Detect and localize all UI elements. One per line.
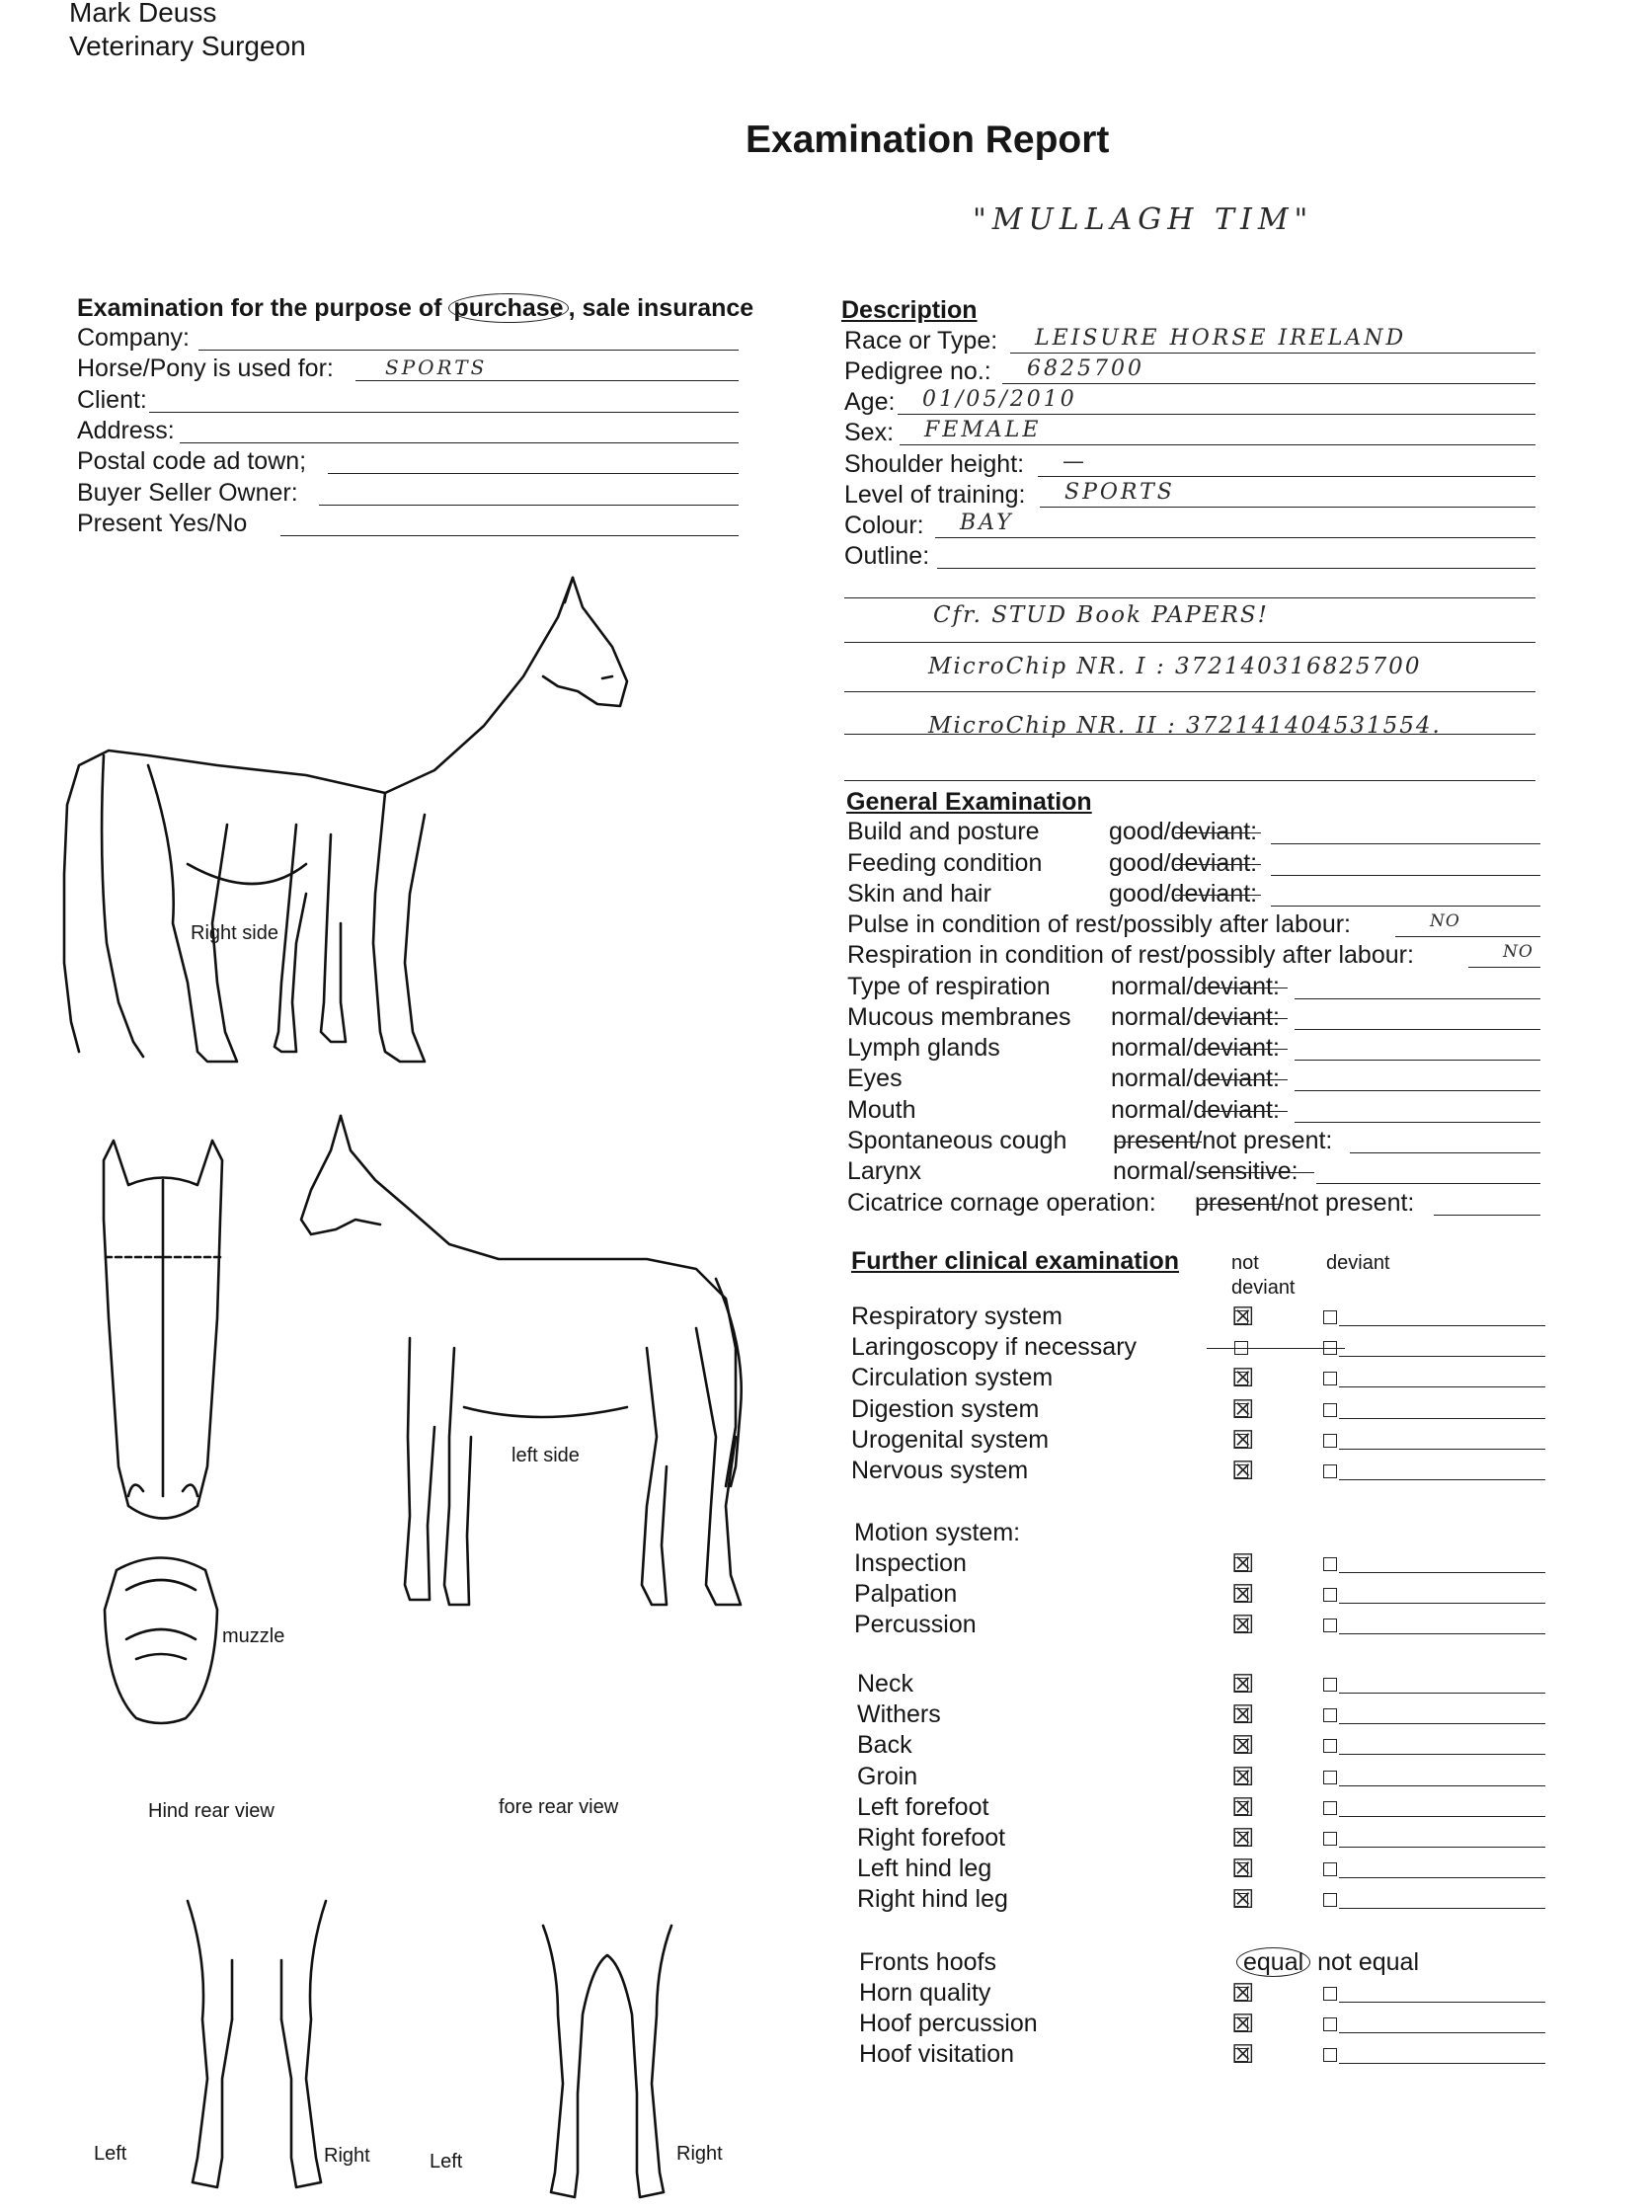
deviant-checkbox[interactable] [1323,1678,1337,1692]
deviant-checkbox[interactable] [1323,1434,1337,1448]
further-row-label: Nervous system [851,1457,1029,1484]
deviant-line[interactable] [1339,1908,1545,1909]
further-row-label: Right forefoot [857,1824,1006,1852]
general-row-label: Build and posture [847,818,1040,845]
deviant-line[interactable] [1339,1356,1545,1357]
description-field-label: Race or Type: [844,327,998,355]
description-field-label: Shoulder height: [844,450,1025,478]
further-heading: Further clinical examination [851,1247,1180,1275]
deviant-line[interactable] [1339,1325,1545,1326]
further-row-label: Hoof visitation [859,2040,1015,2069]
general-row-line[interactable] [1295,1090,1540,1091]
description-field-line[interactable] [898,414,1535,415]
strike-mark [1175,895,1262,896]
deviant-checkbox[interactable] [1323,1771,1337,1784]
further-row-label: Circulation system [851,1364,1054,1392]
notes-line[interactable] [844,597,1535,598]
muzzle-drawing [97,1550,225,1728]
deviant-line[interactable] [1339,1449,1545,1450]
notes-line[interactable] [844,691,1535,692]
check-mark: ☒ [1231,2010,1255,2040]
further-row-label: Left hind leg [857,1855,992,1883]
description-field-label: Level of training: [844,481,1026,509]
general-row-options: normal/deviant: [1111,973,1280,1000]
general-row-value: NO [1430,911,1460,931]
col-not-deviant-2: deviant [1231,1277,1296,1299]
label-left-side: left side [511,1445,580,1466]
general-row-label: Larynx [847,1157,922,1185]
general-row-value: NO [1503,942,1534,962]
strike-mark [1202,1111,1289,1112]
description-field-line[interactable] [935,537,1535,538]
label-muzzle: muzzle [222,1625,285,1647]
general-row-line[interactable] [1295,1060,1540,1061]
deviant-checkbox[interactable] [1323,1619,1337,1632]
deviant-line[interactable] [1339,2032,1545,2033]
deviant-line[interactable] [1339,2063,1545,2064]
general-row-label: Lymph glands [847,1034,1000,1062]
general-row-label: Feeding condition [847,849,1043,877]
label-fore-rear-view: fore rear view [499,1796,619,1818]
further-row-label: Back [857,1731,912,1760]
notes-line[interactable] [844,642,1535,643]
check-mark: ☒ [1231,1580,1255,1611]
deviant-line[interactable] [1339,1418,1545,1419]
hind-legs-drawing [178,1901,336,2197]
general-row-line[interactable] [1316,1183,1540,1184]
deviant-checkbox[interactable] [1323,1464,1337,1478]
fronts-hoofs-label: Fronts hoofs [859,1948,996,1976]
left-field-line[interactable] [355,380,739,381]
deviant-checkbox[interactable] [1323,1862,1337,1876]
description-field-label: Pedigree no.: [844,357,991,385]
check-mark: ☒ [1231,1611,1255,1641]
general-row-options: good/deviant: [1109,880,1258,908]
deviant-checkbox[interactable] [1323,1893,1337,1907]
further-row-label: Hoof percussion [859,2010,1038,2038]
further-row-label: Urogenital system [851,1425,1050,1454]
deviant-line[interactable] [1339,1633,1545,1634]
strike-mark [1197,1204,1284,1205]
general-row-line[interactable] [1271,906,1540,907]
general-row-line[interactable] [1295,1029,1540,1030]
check-mark: ☒ [1231,1364,1255,1394]
deviant-line[interactable] [1339,1479,1545,1480]
motion-heading: Motion system: [854,1519,1021,1546]
deviant-checkbox[interactable] [1323,1801,1337,1815]
description-field-value: FEMALE [924,418,1042,442]
further-row-label: Horn quality [859,1979,991,2007]
description-field-line[interactable] [1010,353,1535,354]
strike-mark [1207,1348,1345,1349]
further-row-label: Inspection [854,1549,967,1577]
check-mark: ☒ [1231,1855,1255,1885]
further-row-label: Withers [857,1700,941,1729]
horse-left-side-drawing [301,1111,775,1624]
deviant-line[interactable] [1339,1386,1545,1387]
left-field-line[interactable] [280,535,739,536]
deviant-line[interactable] [1339,1723,1545,1724]
strike-mark [1115,1142,1202,1143]
label-fore-right: Right [676,2143,723,2165]
general-row-line[interactable] [1350,1152,1540,1153]
check-mark: ☒ [1231,1670,1255,1699]
purpose-suffix: , sale insurance [568,294,754,322]
col-not-deviant-1: not [1231,1252,1259,1274]
deviant-checkbox[interactable] [1323,1372,1337,1385]
description-heading: Description [841,296,978,324]
general-row-options: present/not present: [1113,1127,1333,1154]
general-row-line[interactable] [1295,1122,1540,1123]
check-mark: ☒ [1231,1979,1255,2009]
left-field-line[interactable] [180,442,739,443]
strike-mark [1202,1018,1289,1019]
deviant-checkbox[interactable] [1323,1739,1337,1753]
label-fore-left: Left [430,2151,463,2172]
left-field-value: SPORTS [385,356,488,379]
general-row-options: normal/deviant: [1111,1003,1280,1031]
deviant-line[interactable] [1339,1754,1545,1755]
deviant-line[interactable] [1339,2002,1545,2003]
left-field-label: Address: [77,417,175,444]
label-hind-rear-view: Hind rear view [148,1800,275,1822]
deviant-checkbox[interactable] [1323,1557,1337,1571]
description-field-line[interactable] [1038,476,1535,477]
description-note: MicroChip NR. II : 372141404531554. [928,713,1442,739]
description-field-value: BAY [960,511,1014,535]
label-right-side: Right side [191,922,278,944]
page-title: Examination Report [746,118,1110,161]
description-field-value: — [1062,449,1087,474]
horse-head-front-drawing [94,1141,232,1536]
strike-mark [1175,832,1262,833]
left-field-label: Horse/Pony is used for: [77,355,334,382]
check-mark: ☒ [1231,1457,1255,1486]
check-mark: ☒ [1231,1425,1255,1456]
general-row-line[interactable] [1295,998,1540,999]
further-row-label: Groin [857,1762,918,1790]
description-field-line[interactable] [900,444,1535,445]
further-row-label: Laringoscopy if necessary [851,1333,1138,1362]
purpose-line [77,293,753,324]
purpose-prefix: Examination for the purpose of [77,294,449,322]
deviant-checkbox[interactable] [1323,1403,1337,1417]
strike-mark [1175,864,1262,865]
check-mark: ☒ [1231,1885,1255,1916]
check-mark: ☒ [1231,1549,1255,1579]
general-heading: General Examination [846,788,1092,816]
general-row-line[interactable] [1434,1215,1540,1216]
check-mark: ☒ [1231,1303,1255,1332]
general-row-label: Spontaneous cough [847,1127,1067,1154]
description-field-label: Sex: [844,419,895,446]
further-row-label: Percussion [854,1611,977,1639]
left-field-line[interactable] [198,350,739,351]
deviant-line[interactable] [1339,1603,1545,1604]
fronts-not-equal: not equal [1317,1948,1419,1976]
description-field-label: Age: [844,388,896,416]
description-note: Cfr. STUD Book PAPERS! [933,602,1269,628]
general-row-label: Eyes [847,1065,903,1092]
description-field-label: Colour: [844,512,924,539]
general-row-line[interactable] [1271,843,1540,844]
fronts-hoofs-options [1236,1947,1419,1978]
description-field-line[interactable] [1002,383,1535,384]
deviant-checkbox[interactable] [1323,1832,1337,1846]
general-row-label: Cicatrice cornage operation: [847,1189,1156,1217]
further-row-label: Left forefoot [857,1792,989,1821]
left-field-label: Company: [77,324,190,352]
general-row-line[interactable] [1395,936,1540,937]
deviant-line[interactable] [1339,1877,1545,1878]
general-row-label: Mouth [847,1096,916,1124]
left-field-label: Postal code ad town; [77,447,307,475]
check-mark: ☒ [1231,1731,1255,1762]
description-field-value: 01/05/2010 [922,387,1077,412]
check-mark: ☒ [1231,2040,1255,2071]
fronts-equal: equal [1236,1947,1310,1977]
general-row-line[interactable] [1271,875,1540,876]
further-row-label: Right hind leg [857,1885,1008,1914]
label-hind-left: Left [94,2143,127,2165]
deviant-checkbox[interactable] [1323,1708,1337,1722]
check-mark: ☒ [1231,1700,1255,1731]
deviant-checkbox[interactable] [1323,2048,1337,2062]
deviant-checkbox[interactable] [1323,1987,1337,2001]
general-row-options: good/deviant: [1109,849,1258,877]
deviant-line[interactable] [1339,1785,1545,1786]
left-field-line[interactable] [319,505,739,506]
check-mark: ☒ [1231,1792,1255,1823]
strike-mark [1202,1049,1289,1050]
general-row-options: present/not present: [1195,1189,1415,1217]
purpose-circled: purchase [448,293,568,323]
description-field-label: Outline: [844,542,930,570]
left-field-label: Buyer Seller Owner: [77,479,298,507]
left-field-label: Present Yes/No [77,510,248,537]
general-row-options: normal/deviant: [1111,1065,1280,1092]
general-row-label: Respiration in condition of rest/possibly after labour: [847,941,1414,969]
horse-name: "MULLAGH TIM" [973,202,1314,237]
left-field-label: Client: [77,386,147,414]
deviant-line[interactable] [1339,1816,1545,1817]
general-row-options: normal/sensitive: [1113,1157,1298,1185]
general-row-options: normal/deviant: [1111,1096,1280,1124]
label-hind-right: Right [324,2145,370,2167]
description-field-value: 6825700 [1027,356,1144,381]
further-row-label: Respiratory system [851,1303,1062,1330]
description-field-line[interactable] [937,568,1535,569]
description-field-value: LEISURE HORSE IRELAND [1035,326,1407,351]
general-row-label: Type of respiration [847,973,1051,1000]
strike-mark [1202,1079,1289,1080]
deviant-checkbox[interactable] [1323,2017,1337,2031]
letterhead-profession: Veterinary Surgeon [69,31,306,61]
fore-legs-drawing [533,1926,681,2212]
deviant-line[interactable] [1339,1693,1545,1694]
letterhead-name: Mark Deuss [69,0,217,28]
description-field-line[interactable] [1040,507,1535,508]
general-row-label: Skin and hair [847,880,991,908]
further-row-label: Palpation [854,1580,958,1609]
col-deviant: deviant [1326,1252,1390,1274]
general-row-options: good/deviant: [1109,818,1258,845]
description-field-value: SPORTS [1064,480,1175,505]
general-row-options: normal/deviant: [1111,1034,1280,1062]
horse-right-side-drawing [59,568,652,1071]
further-row-label: Digestion system [851,1394,1040,1423]
general-row-label: Mucous membranes [847,1003,1071,1031]
left-field-line[interactable] [149,412,739,413]
check-mark: ☒ [1231,1762,1255,1792]
further-row-label: Neck [857,1670,913,1698]
strike-mark [1204,1172,1315,1173]
deviant-checkbox[interactable] [1323,1588,1337,1602]
left-field-line[interactable] [328,473,739,474]
deviant-line[interactable] [1339,1847,1545,1848]
check-mark: ☒ [1231,1824,1255,1854]
notes-line[interactable] [844,780,1535,781]
deviant-checkbox[interactable] [1323,1310,1337,1324]
general-row-label: Pulse in condition of rest/possibly after labour: [847,910,1351,938]
deviant-line[interactable] [1339,1572,1545,1573]
description-note: MicroChip NR. I : 372140316825700 [928,654,1422,679]
check-mark: ☒ [1231,1394,1255,1425]
general-row-line[interactable] [1468,967,1540,968]
